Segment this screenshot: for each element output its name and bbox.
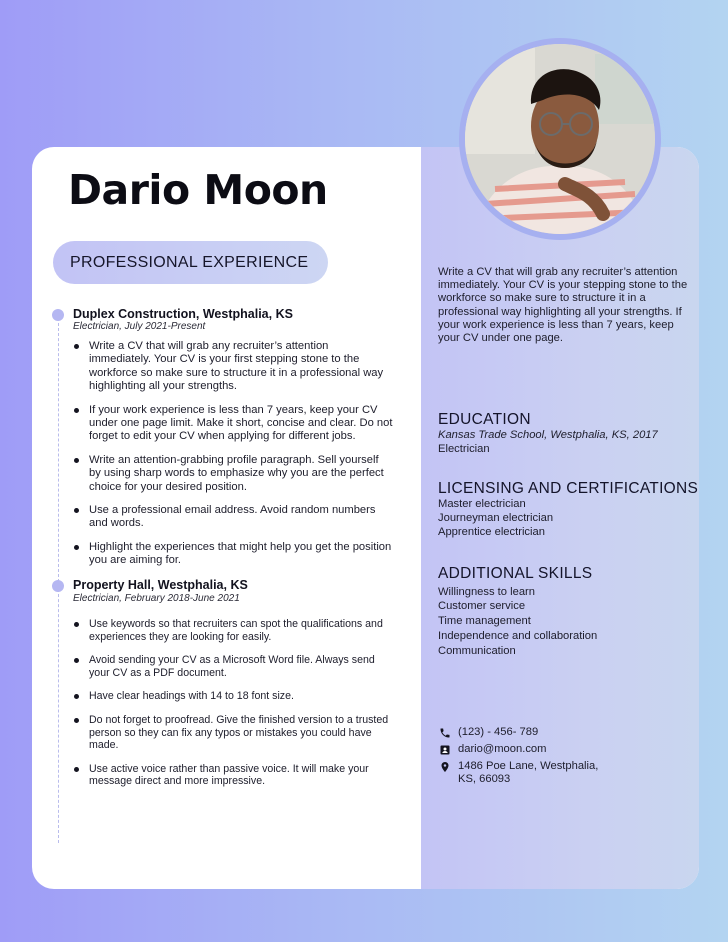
profile-photo bbox=[465, 44, 655, 234]
list-item: Use keywords so that recruiters can spot the qualifications and experiences they are looking for easily. bbox=[73, 618, 393, 643]
list-item: Customer service bbox=[438, 600, 526, 612]
email-icon bbox=[439, 744, 451, 756]
education-school: Kansas Trade School, Westphalia, KS, 2017 bbox=[438, 429, 658, 441]
list-item: Communication bbox=[438, 645, 516, 657]
job-bullets bbox=[73, 340, 393, 578]
job-role-dates: Electrician, February 2018-June 2021 bbox=[73, 593, 240, 604]
timeline-dot bbox=[52, 309, 64, 321]
section-heading-education: EDUCATION bbox=[438, 411, 531, 428]
phone-number: (123) - 456- 789 bbox=[458, 726, 539, 738]
section-heading-skills: ADDITIONAL SKILLS bbox=[438, 565, 593, 582]
contact-address bbox=[439, 760, 598, 786]
section-heading-experience bbox=[53, 241, 328, 284]
list-item: Time management bbox=[438, 615, 531, 627]
portrait-illustration bbox=[465, 44, 655, 234]
phone-icon bbox=[439, 727, 451, 739]
location-pin-icon bbox=[439, 761, 451, 773]
address-line-2: KS, 66093 bbox=[458, 773, 511, 785]
contact-phone bbox=[439, 726, 538, 739]
job-bullets bbox=[73, 618, 393, 799]
list-item: Write a CV that will grab any recruiter’s attention immediately. Your CV is your first stepping stone to the workforce so make sure to structure it in a professional way highlighting all your strengths. bbox=[73, 340, 393, 394]
section-heading-licensing: LICENSING AND CERTIFICATIONS bbox=[438, 480, 699, 497]
list-item: Avoid sending your CV as a Microsoft Word file. Always send your CV as a PDF document. bbox=[73, 654, 393, 679]
timeline-dot bbox=[52, 580, 64, 592]
education-field: Electrician bbox=[438, 443, 490, 455]
contact-email bbox=[439, 743, 546, 756]
list-item: Highlight the experiences that might help you get the position you are aiming for. bbox=[73, 541, 393, 568]
list-item: Journeyman electrician bbox=[438, 512, 554, 524]
job-company: Duplex Construction, Westphalia, KS bbox=[73, 307, 293, 321]
list-item: Write an attention-grabbing profile paragraph. Sell yourself by using sharp words to emphasize why you are the perfect choice for your desired position. bbox=[73, 454, 393, 494]
job-company: Property Hall, Westphalia, KS bbox=[73, 578, 248, 592]
list-item: Use active voice rather than passive voice. It will make your message direct and more impressive. bbox=[73, 763, 393, 788]
job-role-dates: Electrician, July 2021-Present bbox=[73, 321, 206, 332]
list-item: If your work experience is less than 7 years, keep your CV under one page limit. Make it short, concise and clear. Do not forget to edit your CV when applying for different jobs. bbox=[73, 404, 393, 444]
section-heading-label: PROFESSIONAL EXPERIENCE bbox=[70, 253, 309, 271]
profile-summary: Write a CV that will grab any recruiter’s attention immediately. Your CV is your stepping stone to the workforce so make sure to structure it in a professional way highlighting all your strengths. If your work experience is less than 7 years, keep your CV under one page. bbox=[438, 266, 688, 345]
list-item: Do not forget to proofread. Give the finished version to a trusted person so they can fix any typos or mistakes you could have made. bbox=[73, 714, 393, 752]
list-item: Independence and collaboration bbox=[438, 630, 598, 642]
list-item: Apprentice electrician bbox=[438, 526, 545, 538]
address-line-1: 1486 Poe Lane, Westphalia, bbox=[458, 760, 599, 772]
list-item: Have clear headings with 14 to 18 font size. bbox=[73, 690, 393, 703]
list-item: Master electrician bbox=[438, 498, 526, 510]
list-item: Use a professional email address. Avoid random numbers and words. bbox=[73, 504, 393, 531]
candidate-name: Dario Moon bbox=[68, 166, 328, 214]
email-address: dario@moon.com bbox=[458, 743, 547, 755]
profile-photo-frame bbox=[459, 38, 661, 240]
address-text bbox=[458, 760, 598, 786]
list-item: Willingness to learn bbox=[438, 586, 536, 598]
